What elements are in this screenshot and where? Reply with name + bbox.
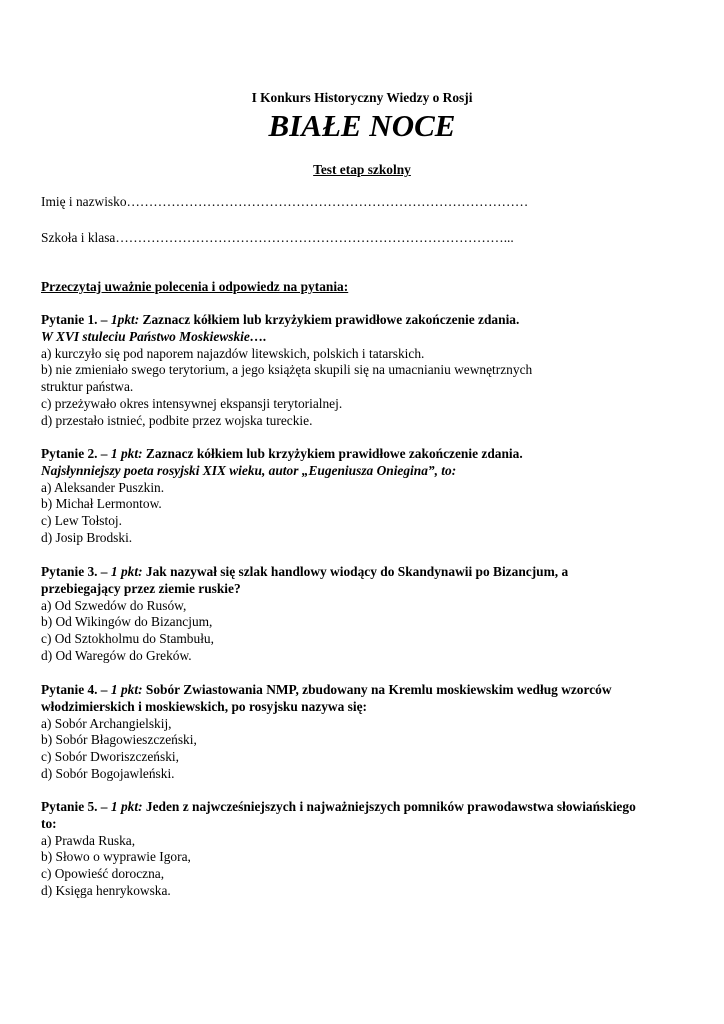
question-text: Jak nazywał się szlak handlowy wiodący do Skandynawii po Bizancjum, a przebiegający przez ziemie ruskie? xyxy=(41,564,569,596)
answer-option-a[interactable]: a) Aleksander Puszkin. xyxy=(41,479,165,495)
question-label: Pytanie 1. xyxy=(41,312,98,327)
question-text: Zaznacz kółkiem lub krzyżykiem prawidłowe zakończenie zdania. xyxy=(139,312,520,327)
answer-option-a[interactable]: a) Sobór Archangielskij, xyxy=(41,715,172,731)
question-3-header xyxy=(41,564,641,598)
question-1 xyxy=(41,312,641,430)
question-2-header xyxy=(41,446,641,463)
question-prompt: W XVI stuleciu Państwo Moskiewskie…. xyxy=(41,328,267,344)
question-1-header xyxy=(41,312,641,329)
contest-title: BIAŁE NOCE xyxy=(268,108,456,143)
instructions-heading: Przeczytaj uważnie polecenia i odpowiedz na pytania: xyxy=(41,279,349,294)
answer-option-c[interactable]: c) Lew Tołstoj. xyxy=(41,513,123,529)
answer-option-d[interactable]: d) Księga henrykowska. xyxy=(41,882,171,898)
question-text: Zaznacz kółkiem lub krzyżykiem prawidłowe zakończenie zdania. xyxy=(142,446,523,461)
question-points: – 1 pkt: xyxy=(100,446,143,461)
question-points: – 1 pkt: xyxy=(100,682,143,697)
answer-option-b[interactable]: b) nie zmieniało swego terytorium, a jego książęta skupili się na umacnianiu wewnętrznych xyxy=(41,362,533,378)
answer-option-d[interactable]: d) Od Waregów do Greków. xyxy=(41,647,192,663)
contest-subtitle: I Konkurs Historyczny Wiedzy o Rosji xyxy=(251,90,473,105)
question-2 xyxy=(41,446,641,547)
answer-option-d[interactable]: d) Josip Brodski. xyxy=(41,529,133,545)
question-points: – 1 pkt: xyxy=(100,564,143,579)
answer-option-b[interactable]: b) Sobór Błagowieszczeński, xyxy=(41,732,197,748)
question-label: Pytanie 2. xyxy=(41,446,98,461)
question-4-header xyxy=(41,682,641,716)
answer-option-b[interactable]: b) Od Wikingów do Bizancjum, xyxy=(41,614,213,630)
answer-option-c[interactable]: c) Od Sztokholmu do Stambułu, xyxy=(41,631,214,647)
answer-option-a[interactable]: a) Od Szwedów do Rusów, xyxy=(41,597,187,613)
question-text: Sobór Zwiastowania NMP, zbudowany na Kremlu moskiewskim według wzorców włodzimierskich i moskiewskich, po rosyjsku nazywa się: xyxy=(41,682,612,714)
question-5-header xyxy=(41,799,641,833)
question-label: Pytanie 4. xyxy=(41,682,98,697)
question-text: Jeden z najwcześniejszych i najważniejszych pomników prawodawstwa słowiańskiego to: xyxy=(41,799,636,831)
question-4 xyxy=(41,682,641,783)
question-points: – 1pkt: xyxy=(100,312,140,327)
question-points: – 1 pkt: xyxy=(100,799,143,814)
test-stage-heading: Test etap szkolny xyxy=(313,162,411,177)
answer-option-a[interactable]: a) Prawda Ruska, xyxy=(41,832,136,848)
answer-option-c[interactable]: c) przeżywało okres intensywnej ekspansji terytorialnej. xyxy=(41,395,343,411)
question-prompt: Najsłynniejszy poeta rosyjski XIX wieku, autor „Eugeniusza Oniegina”, to: xyxy=(41,462,457,478)
question-5 xyxy=(41,799,641,900)
answer-option-c[interactable]: c) Opowieść doroczna, xyxy=(41,866,165,882)
school-class-field[interactable]: Szkoła i klasa……………………………………………………………………………... xyxy=(41,230,514,245)
answer-option-b-continued[interactable]: struktur państwa. xyxy=(41,379,134,395)
answer-option-c[interactable]: c) Sobór Dworiszczeński, xyxy=(41,749,179,765)
answer-option-a[interactable]: a) kurczyło się pod naporem najazdów litewskich, polskich i tatarskich. xyxy=(41,345,425,361)
question-label: Pytanie 5. xyxy=(41,799,98,814)
question-3 xyxy=(41,564,641,665)
answer-option-d[interactable]: d) Sobór Bogojawleński. xyxy=(41,765,175,781)
answer-option-b[interactable]: b) Słowo o wyprawie Igora, xyxy=(41,849,191,865)
name-field[interactable]: Imię i nazwisko……………………………………………………………………………… xyxy=(41,194,529,209)
answer-option-d[interactable]: d) przestało istnieć, podbite przez wojska tureckie. xyxy=(41,412,313,428)
question-label: Pytanie 3. xyxy=(41,564,98,579)
answer-option-b[interactable]: b) Michał Lermontow. xyxy=(41,496,162,512)
